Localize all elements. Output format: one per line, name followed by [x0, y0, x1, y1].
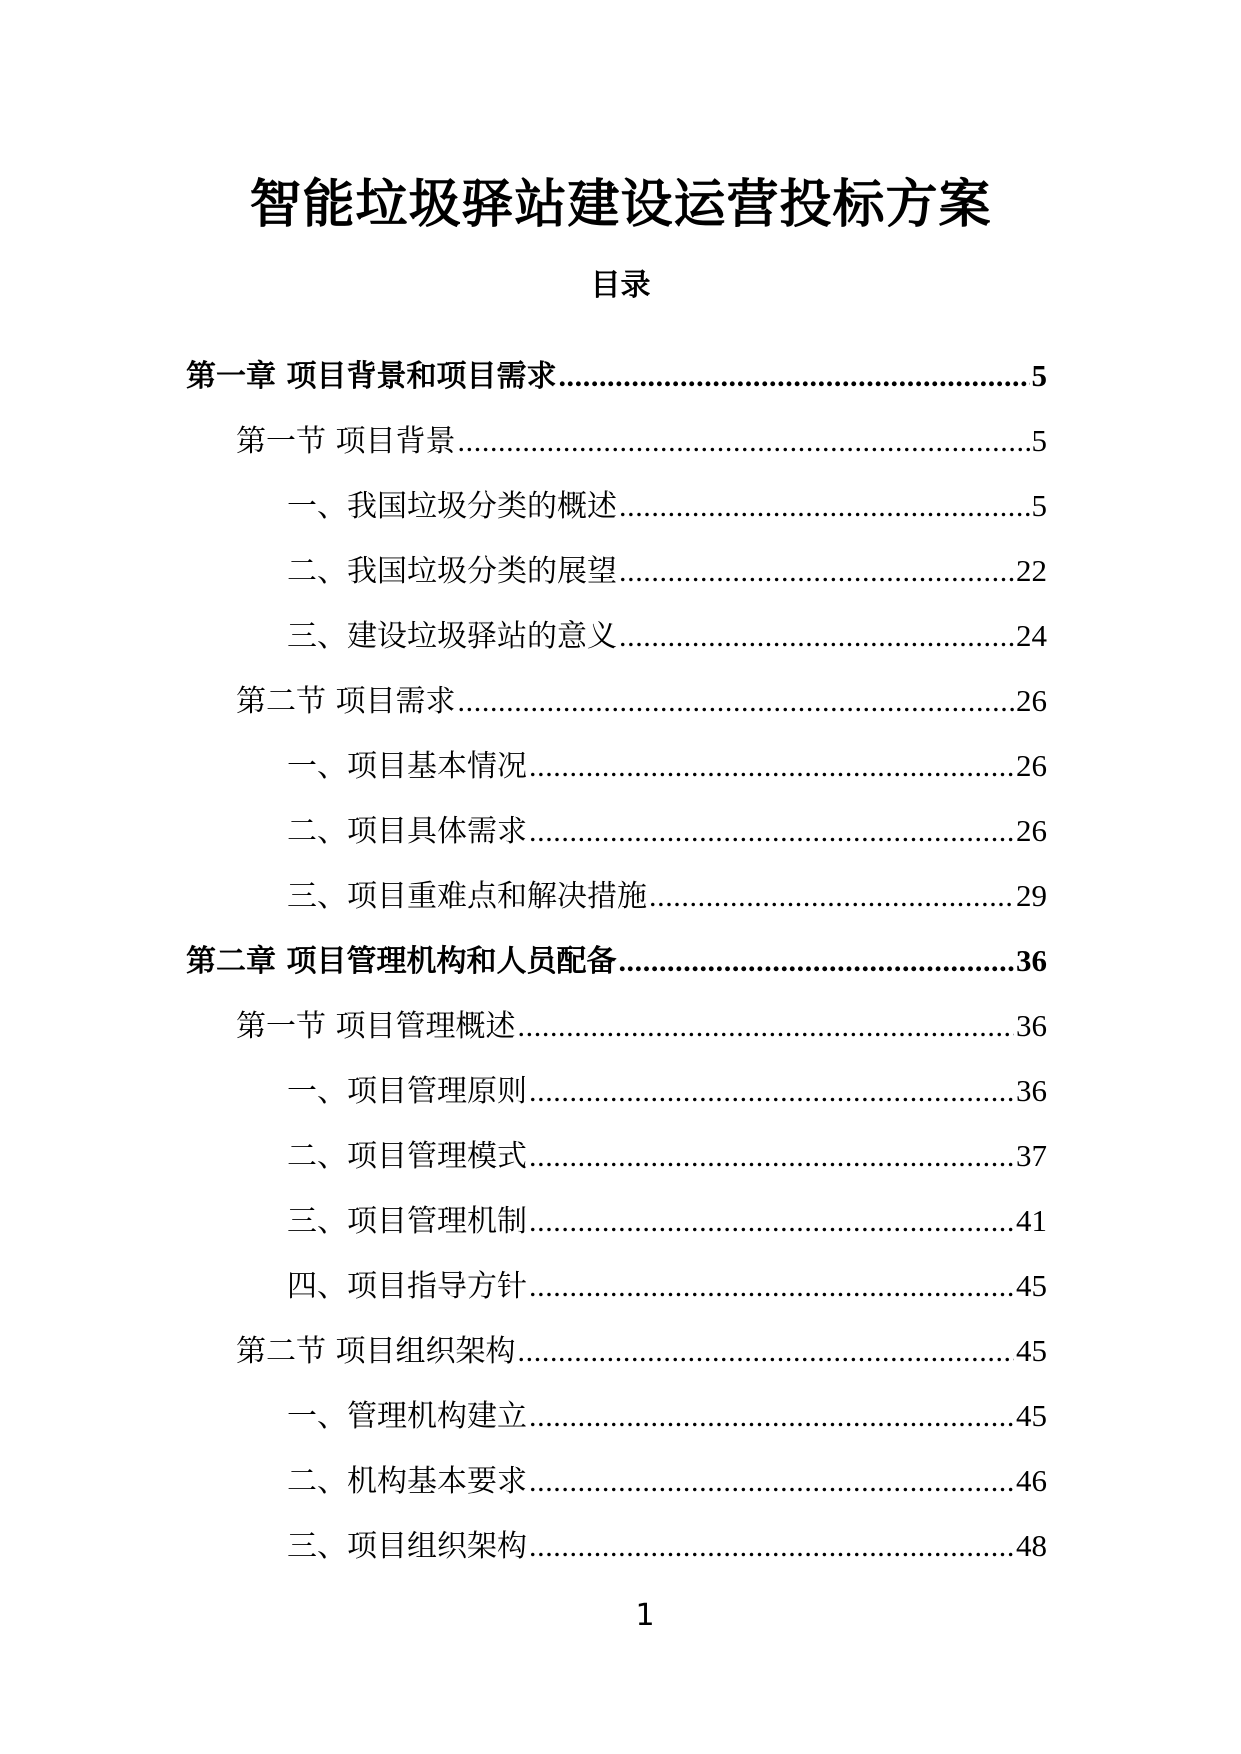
toc-leader-dots — [529, 1205, 1014, 1239]
toc-leader-dots — [619, 490, 1030, 524]
toc-entry-text: 二、项目具体需求 — [287, 814, 527, 849]
toc-leader-dots — [618, 945, 1014, 979]
toc-leader-dots — [649, 880, 1014, 914]
toc-page-number: 46 — [1016, 1463, 1047, 1498]
toc-page-number: 45 — [1016, 1268, 1047, 1303]
toc-entry-text: 第二节 项目组织架构 — [236, 1334, 516, 1369]
toc-entry-subsection[interactable] — [0, 850, 1241, 915]
page-number: 1 — [635, 1598, 655, 1633]
toc-page-number: 48 — [1016, 1528, 1047, 1563]
toc-page-number: 29 — [1016, 878, 1047, 913]
toc-page-number: 24 — [1016, 618, 1047, 653]
toc-entry-subsection[interactable] — [0, 1240, 1241, 1305]
toc-entry-subsection[interactable] — [0, 1435, 1241, 1500]
toc-entry-subsection[interactable] — [0, 1175, 1241, 1240]
toc-entry-section[interactable] — [0, 655, 1241, 720]
toc-entry-text: 三、项目管理机制 — [287, 1204, 527, 1239]
toc-entry-text: 三、项目重难点和解决措施 — [287, 879, 647, 914]
toc-entry-text: 第二节 项目需求 — [236, 684, 456, 719]
toc-entry-subsection[interactable] — [0, 720, 1241, 785]
toc-leader-dots — [529, 815, 1014, 849]
toc-entry-text: 第一节 项目管理概述 — [236, 1009, 516, 1044]
toc-entry-text: 三、建设垃圾驿站的意义 — [287, 619, 617, 654]
toc-leader-dots — [529, 1530, 1014, 1564]
toc-entry-subsection[interactable] — [0, 1500, 1241, 1565]
toc-leader-dots — [619, 620, 1014, 654]
toc-entry-text: 一、我国垃圾分类的概述 — [287, 489, 617, 524]
toc-entry-section[interactable] — [0, 395, 1241, 460]
toc-leader-dots — [529, 750, 1014, 784]
toc-entry-text: 三、项目组织架构 — [287, 1529, 527, 1564]
toc-entry-section[interactable] — [0, 980, 1241, 1045]
toc-entry-chapter-2[interactable] — [0, 915, 1241, 980]
toc-page-number: 5 — [1031, 488, 1047, 523]
toc-page-number: 36 — [1016, 943, 1047, 978]
toc-entry-text: 第二章 项目管理机构和人员配备 — [186, 944, 617, 979]
toc-entry-text: 一、项目基本情况 — [287, 749, 527, 784]
toc-entry-subsection[interactable] — [0, 525, 1241, 590]
toc-entry-subsection[interactable] — [0, 1110, 1241, 1175]
toc-page-number: 22 — [1016, 553, 1047, 588]
toc-page-number: 26 — [1016, 683, 1047, 718]
toc-leader-dots — [529, 1465, 1014, 1499]
toc-heading: 目录 — [590, 268, 651, 303]
toc-leader-dots — [458, 425, 1030, 459]
toc-entry-text: 二、机构基本要求 — [287, 1464, 527, 1499]
toc-leader-dots — [529, 1400, 1014, 1434]
toc-entry-subsection[interactable] — [0, 590, 1241, 655]
toc-entry-text: 二、项目管理模式 — [287, 1139, 527, 1174]
toc-page-number: 37 — [1016, 1138, 1047, 1173]
toc-leader-dots — [529, 1140, 1014, 1174]
toc-entry-chapter-1[interactable] — [0, 330, 1241, 395]
toc-entry-text: 四、项目指导方针 — [287, 1269, 527, 1304]
toc-page-number: 36 — [1016, 1073, 1047, 1108]
toc-page-number: 5 — [1031, 358, 1047, 393]
toc-leader-dots — [529, 1270, 1014, 1304]
toc-entry-text: 第一节 项目背景 — [236, 424, 456, 459]
toc-page-number: 45 — [1016, 1398, 1047, 1433]
toc-page-number: 26 — [1016, 813, 1047, 848]
toc-leader-dots — [619, 555, 1014, 589]
toc-entry-text: 一、项目管理原则 — [287, 1074, 527, 1109]
toc-entry-text: 一、管理机构建立 — [287, 1399, 527, 1434]
toc-page-number: 36 — [1016, 1008, 1047, 1043]
toc-leader-dots — [458, 685, 1014, 719]
toc-entry-text: 第一章 项目背景和项目需求 — [186, 359, 557, 394]
toc-leader-dots — [518, 1335, 1014, 1369]
toc-page-number: 45 — [1016, 1333, 1047, 1368]
table-of-contents — [0, 330, 1241, 1565]
toc-leader-dots — [529, 1075, 1014, 1109]
toc-entry-text: 二、我国垃圾分类的展望 — [287, 554, 617, 589]
toc-leader-dots — [558, 360, 1029, 394]
toc-entry-subsection[interactable] — [0, 785, 1241, 850]
document-title: 智能垃圾驿站建设运营投标方案 — [249, 175, 992, 235]
toc-page-number: 26 — [1016, 748, 1047, 783]
toc-entry-section[interactable] — [0, 1305, 1241, 1370]
toc-page-number: 5 — [1031, 423, 1047, 458]
toc-leader-dots — [518, 1010, 1014, 1044]
toc-page-number: 41 — [1016, 1203, 1047, 1238]
toc-entry-subsection[interactable] — [0, 1370, 1241, 1435]
toc-entry-subsection[interactable] — [0, 460, 1241, 525]
toc-entry-subsection[interactable] — [0, 1045, 1241, 1110]
